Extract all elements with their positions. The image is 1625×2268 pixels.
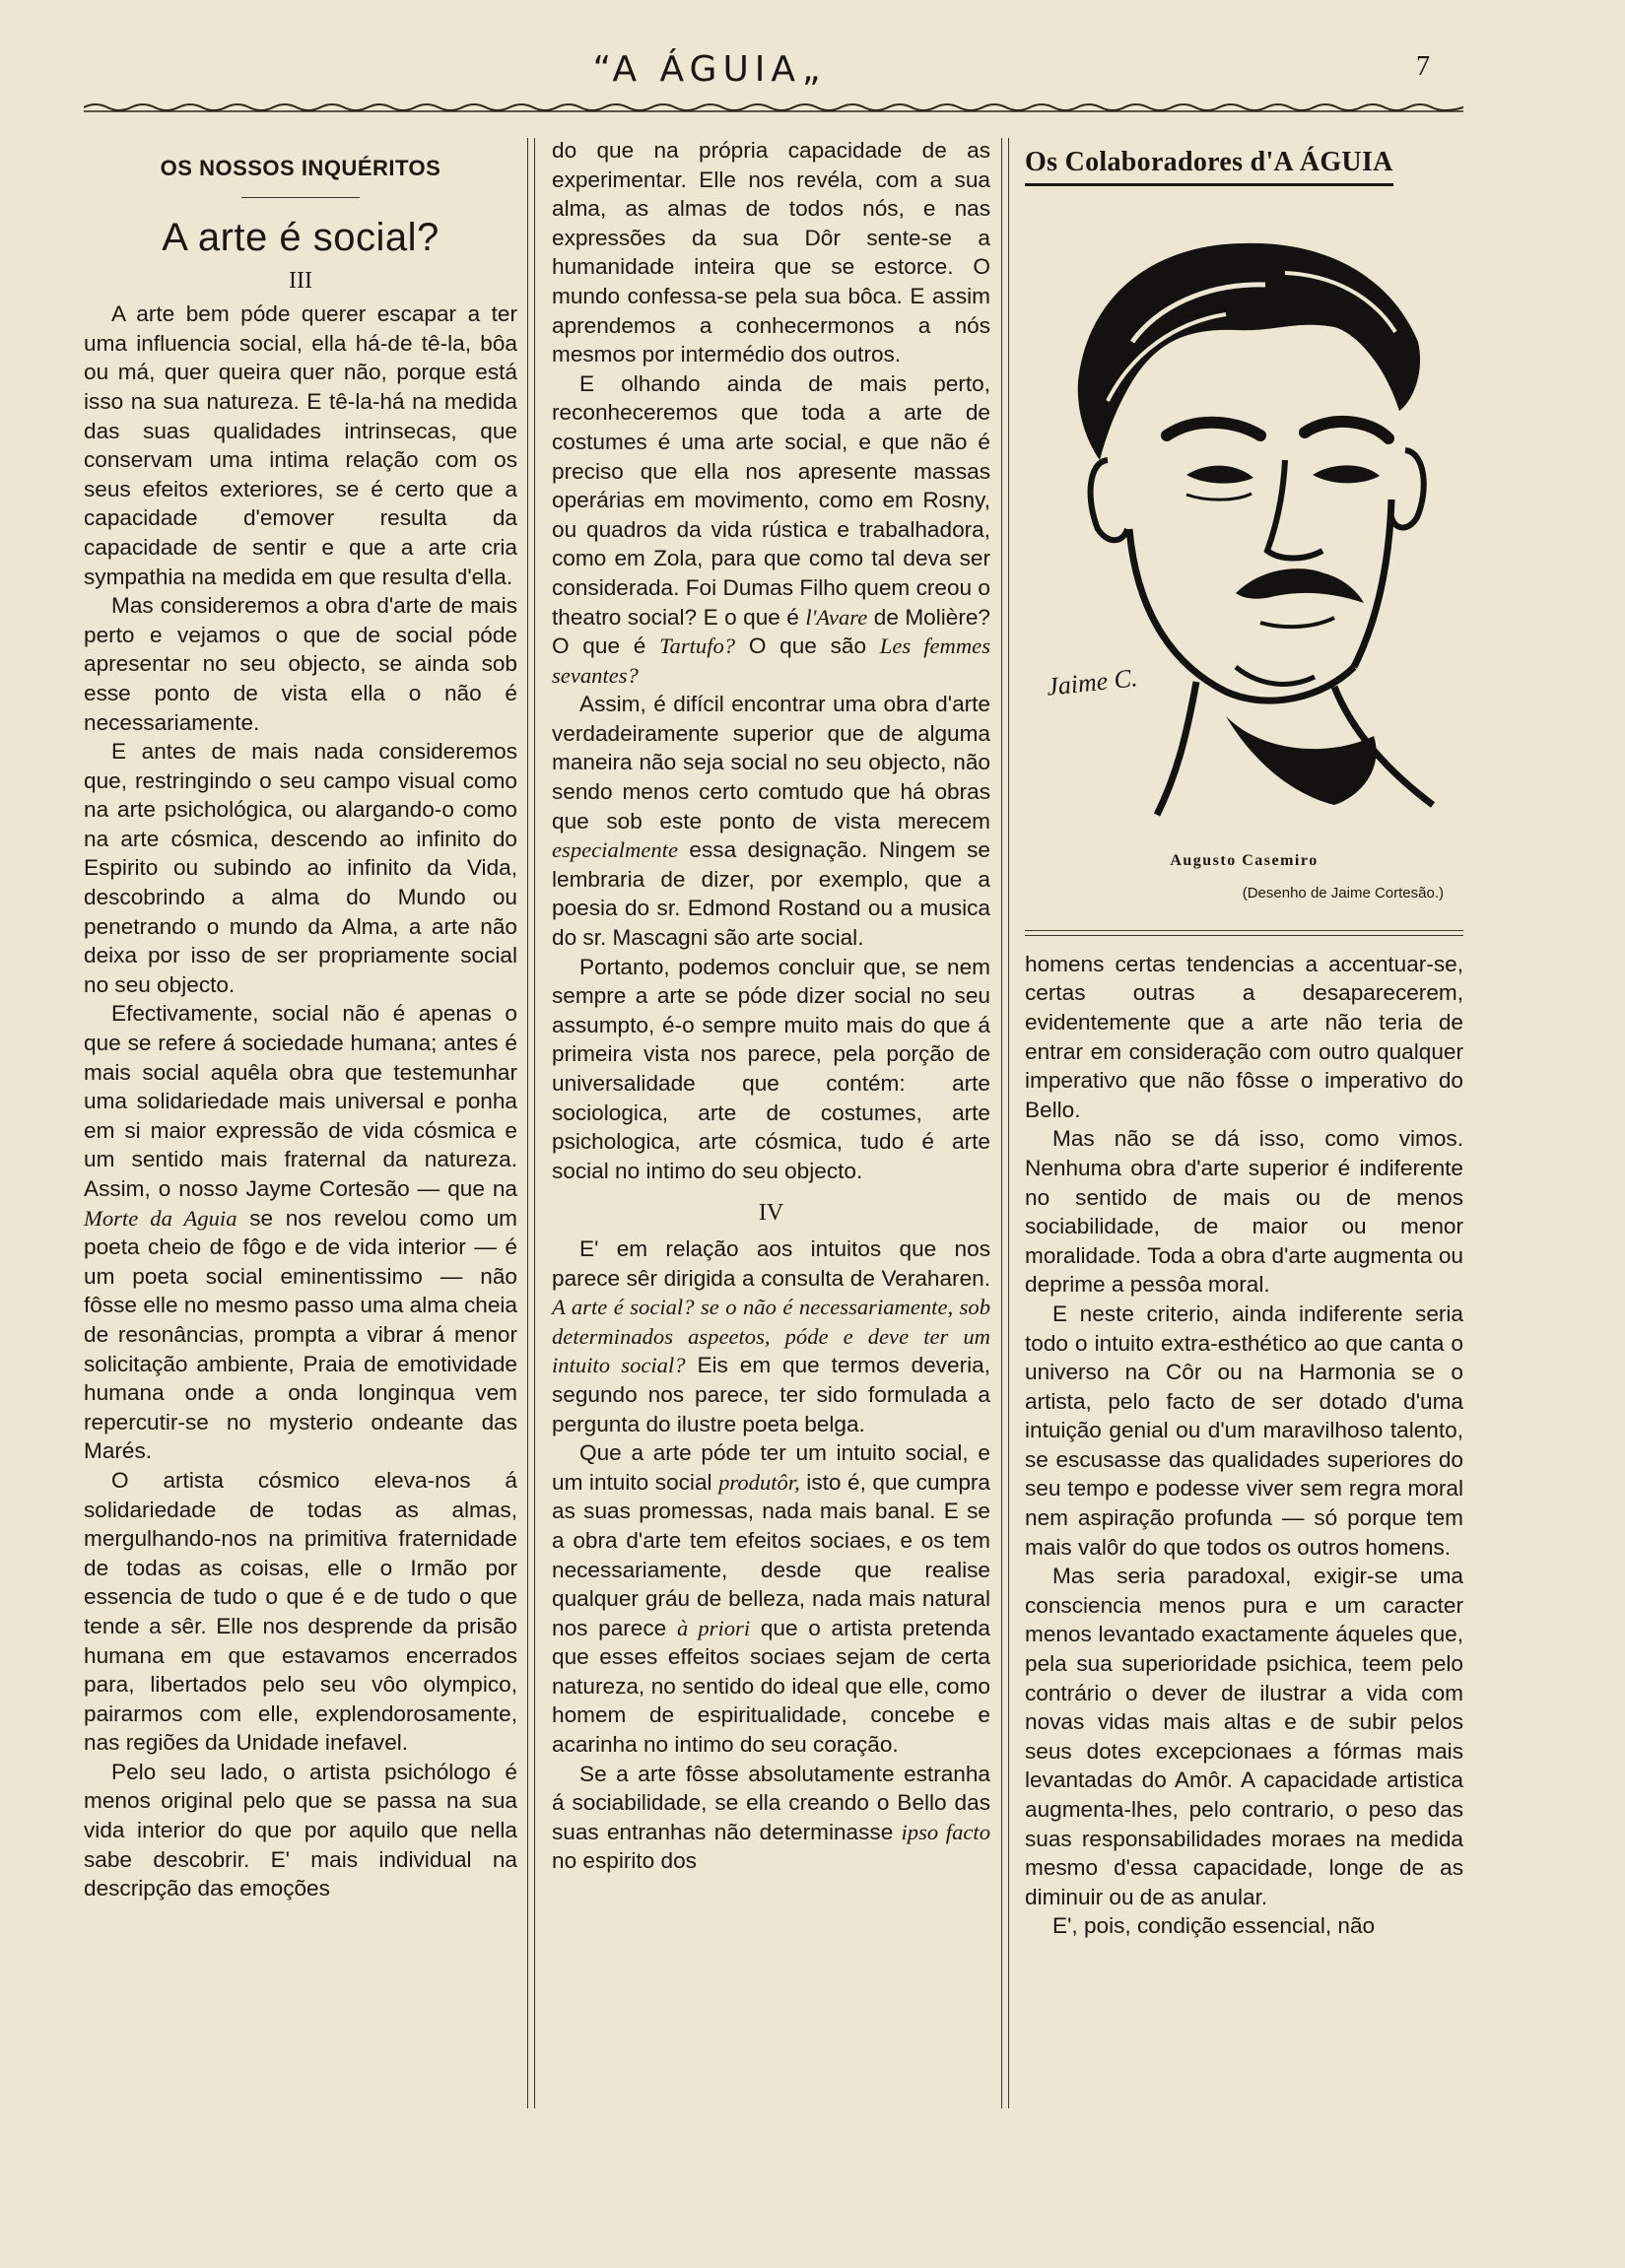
text-run: Eis em que termos deveria, segundo nos parece, ter sido formulada a pergunta do ilustre poeta belga.: [552, 1353, 990, 1436]
text-run: essa designação. Ningem se lembraria de dizer, por exemplo, que a poesia do sr. Edmond Rostand ou a musica do sr. Mascagni são arte social.: [552, 837, 990, 951]
paragraph: [552, 690, 990, 952]
part-numeral: IV: [758, 1200, 784, 1227]
text-run: no espirito dos: [552, 1848, 697, 1874]
article-column-2: [552, 136, 990, 1876]
artist-signature: Jaime C.: [1045, 663, 1139, 701]
sidebar-heading: Os Colaboradores d'A ÁGUIA: [1025, 148, 1393, 186]
text-run: de Molière? O que é: [552, 604, 990, 659]
paragraph: do que na própria capacidade de as experimentar. Elle nos revéla, com a sua alma, as almas de todos nós, e nas expressões da sua Dôr sente-se a humanidade inteira que se estorce. O mundo confessa-se pela sua bôca. E assim aprendemos a conhecermonos a nós mesmos por intermédio dos outros.: [552, 138, 990, 367]
text-run: que o artista pretenda que esses effeitos sociaes sejam de certa natureza, no sentido do ideal que elle, como homem de espiritualidade, concebe e acarinha no intimo do seu coração.: [552, 1615, 990, 1758]
italic-quote: A arte é social? se o não é necessariamente, sob determinados aspeetos, póde e deve ter um intuito social?: [552, 1295, 990, 1378]
paragraph: Mas seria paradoxal, exigir-se uma consciencia menos pura e um caracter menos levantado exactamente áqueles que, pela sua superioridade psichica, teem pelo contrário o dever de ilustrar a vida com novas vidas mais altas e de subir pelos seus dotes excepcionaes a fórmas mais levantadas do Amôr. A capacidade artistica augmenta-lhes, pelo contrario, o peso das suas responsabilidades moraes na medida mesmo d'essa capacidade, longe de as diminuir ou de as anular.: [1025, 1564, 1463, 1909]
title-rule: [241, 197, 360, 198]
paragraph: [84, 999, 517, 1466]
paragraph: O artista cósmico eleva-nos á solidariedade de todas as almas, mergulhando-nos na primitiva fraternidade de todas as coisas, elle o Irmão por essencia de tudo o que é e de tudo o que tende a sêr. Elle nos desprende da prisão humana em que estavamos encerrados para, libertados pelo seu vôo olympico, pairarmos com elle, explendorosamente, nas regiões da Unidade inefavel.: [84, 1467, 517, 1756]
paragraph: [552, 1438, 990, 1760]
paragraph: homens certas tendencias a accentuar-se, certas outras a desaparecerem, evidentemente que a arte não teria de entrar em consideração com outro qualquer imperativo que não fôsse o imperativo do Bello.: [1025, 951, 1463, 1122]
paragraph: [552, 1234, 990, 1438]
paragraph: E antes de mais nada consideremos que, restringindo o seu campo visual como na arte psichológica, ou alargando-o como na arte cósmica, descendo ao infinito do Espirito ou subindo ao infinito da Vida, descobrindo a alma do Mundo ou penetrando o mundo da Alma, a arte não deixa por isso de ser propriamente social no seu objecto.: [84, 739, 517, 997]
text-run: Se a arte fôsse absolutamente estranha á sociabilidade, se ella creando o Bello das suas entranhas não determinasse: [552, 1761, 990, 1844]
text-run: E' em relação aos intuitos que nos parece sêr dirigida a consulta de Veraharen.: [552, 1235, 990, 1291]
italic-word: ipso facto: [901, 1819, 990, 1844]
italic-word: à priori: [676, 1615, 751, 1640]
paragraph: Portanto, podemos concluir que, se nem sempre a arte se póde dizer social no seu assumpto, é-o sempre muito mais do que á primeira vista nos parece, pela porção de universalidade que contém: arte sociologica, arte de costumes, arte psichologica, arte cósmica, tudo é arte social no intimo do seu objecto.: [552, 954, 990, 1183]
portrait-caption-credit: (Desenho de Jaime Cortesão.): [1242, 885, 1444, 902]
paragraph: [552, 1760, 990, 1876]
paragraph: E neste criterio, ainda indiferente seria todo o intuito extra-esthético ao que canta o universo na Côr ou na Harmonia se o artista, pelo facto de ser dotado d'uma intuição genial ou d'um maravilhoso talento, se escusasse das qualidades superiores do seu tempo e podesse viver sem regra moral nem aspiração profunda — só porque tem mais valôr do que todos os outros homens.: [1025, 1301, 1463, 1560]
portrait-caption-name: Augusto Casemiro: [1170, 851, 1319, 869]
text-run: Assim, é difícil encontrar uma obra d'arte verdadeiramente superior que de alguma maneira não seja social no seu objecto, não sendo menos certo comtudo que há obras que sob este ponto de vista merecem: [552, 692, 990, 834]
text-run: Efectivamente, social não é apenas o que se refere á sociedade humana; antes é mais social aquêla obra que testemunhar uma solidariedade mais universal e ponha em si maior expressão de vida cósmica e um sentido mais fraternal da natureza. Assim, o nosso Jayme Cortesão — que na: [84, 1001, 517, 1201]
part-numeral: III: [289, 267, 312, 294]
article-title: A arte é social?: [162, 215, 440, 259]
masthead: “A ÁGUIA„: [592, 49, 827, 90]
portrait-drawing: [1039, 204, 1453, 834]
italic-title: Tartufo?: [659, 634, 736, 659]
article-column-1: [84, 136, 517, 1903]
text-run: Que a arte póde ter um intuito social, e um intuito social: [552, 1440, 990, 1495]
paragraph: A arte bem póde querer escapar a ter uma influencia social, ella há-de tê-la, bôa ou má, quer queira quer não, porque está isso na sua natureza. E tê-la-há na medida das suas qualidades intrinsecas, que conservam uma intima relação com os seus efeitos exteriores, se é certo que a capacidade d'emover resulta da capacidade de sentir e que a arte cria sympathia na medida em que resulta d'ella.: [84, 301, 517, 589]
text-run: O que são: [735, 634, 880, 659]
text-run: isto é, que cumpra as suas promessas, nada mais banal. E se a obra d'arte tem efeitos sociaes, e os tem necessariamente, desde que realise qualquer gráu de belleza, nada mais natural nos parece: [552, 1469, 990, 1640]
column-divider: [527, 138, 535, 2108]
paragraph: [552, 369, 990, 691]
italic-title: l'Avare: [805, 604, 868, 630]
paragraph: Mas não se dá isso, como vimos. Nenhuma obra d'arte superior é indiferente no sentido de mais ou de menos sociabilidade, de maior ou menor moralidade. Toda a obra d'arte augmenta ou deprime a pessôa moral.: [1025, 1126, 1463, 1298]
paragraph: Mas consideremos a obra d'arte de mais perto e vejamos o que de social póde apresentar no seu objecto, se ainda sob esse ponto de vista ella o não é necessariamente.: [84, 593, 517, 735]
italic-word: especialmente: [552, 837, 678, 863]
paragraph: Pelo seu lado, o artista psichólogo é menos original pelo que se passa na sua vida interior do que por aquilo que nella sabe descobrir. E' mais individual na descripção das emoções: [84, 1759, 517, 1901]
italic-title: Morte da Aguia: [84, 1205, 237, 1231]
italic-title: Les femmes sevantes?: [552, 634, 991, 688]
page-number: 7: [1416, 51, 1430, 82]
section-label: OS NOSSOS INQUÉRITOS: [160, 156, 441, 180]
italic-word: produtôr,: [718, 1469, 800, 1495]
article-column-3: [1025, 136, 1463, 1941]
column-divider: [1001, 138, 1009, 2108]
text-run: se nos revelou como um poeta cheio de fôgo e de vida interior — é um poeta social eminentissimo — não fôsse elle no mesmo passo uma alma cheia de resonâncias, prompta a vibrar á menor solicitação ambiente, Praia de emotividade humana onde a onda longinqua vem repercutir-se no mysterio ondeante das Marés.: [84, 1205, 517, 1464]
running-head: [0, 43, 1625, 102]
sidebar-rule: [1025, 930, 1463, 936]
text-run: E olhando ainda de mais perto, reconheceremos que toda a arte de costumes é uma arte social, e que não é preciso que ella nos apresente massas operárias em movimento, como em Rosny, ou quadros da vida rústica e trabalhadora, como em Zola, para que como tal deva ser considerada. Foi Dumas Filho quem creou o theatro social? E o que é: [552, 370, 990, 630]
paragraph: E', pois, condição essencial, não: [1052, 1913, 1376, 1939]
header-rule: [84, 101, 1463, 113]
